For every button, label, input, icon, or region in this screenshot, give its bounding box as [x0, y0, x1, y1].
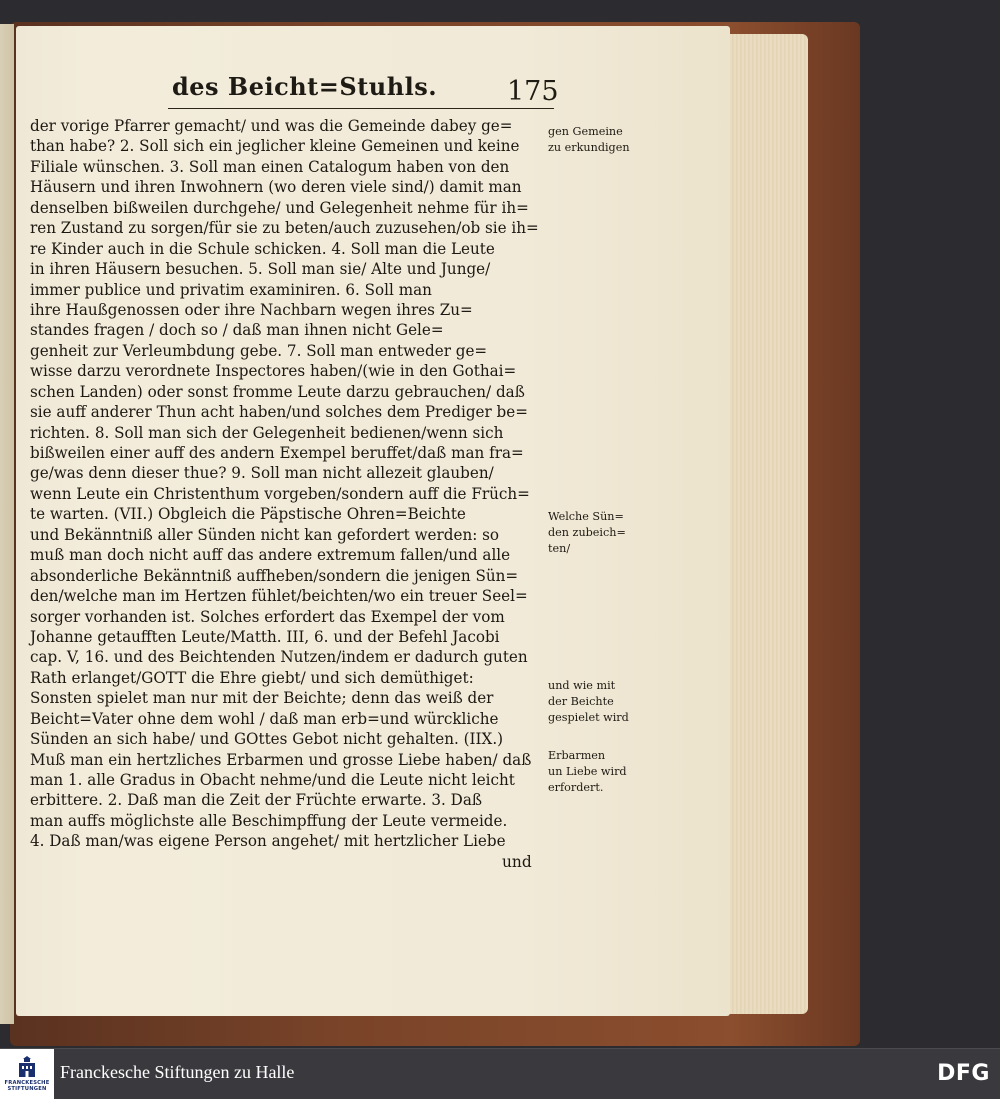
text-line: Häusern und ihren Inwohnern (wo deren viele sind/) damit man — [30, 178, 522, 197]
dfg-logo[interactable]: DFG — [937, 1061, 990, 1086]
text-line: ihre Haußgenossen oder ihre Nachbarn wegen ihres Zu= — [30, 300, 473, 319]
text-line: than habe? 2. Soll sich ein jeglicher kleine Gemeinen und keine — [30, 137, 520, 156]
institution-name[interactable]: Franckesche Stiftungen zu Halle — [60, 1062, 295, 1082]
text-line: der vorige Pfarrer gemacht/ und was die Gemeinde dabey ge= — [30, 117, 513, 135]
text-line: Johanne getaufften Leute/Matth. III, 6. und der Befehl Jacobi — [30, 627, 500, 646]
marginal-note: gen Gemeine zu erkundigen — [548, 125, 630, 154]
body-text — [30, 116, 560, 872]
page-number: 175 — [507, 76, 559, 107]
text-line: schen Landen) oder sonst fromme Leute darzu gebrauchen/ daß — [30, 382, 525, 401]
catchword: und — [502, 852, 532, 871]
running-head: des Beicht=Stuhls. — [172, 72, 438, 101]
text-line: ren Zustand zu sorgen/für sie zu beten/auch zuzusehen/ob sie ih= — [30, 219, 539, 238]
text-line: man 1. alle Gradus in Obacht nehme/und die Leute nicht leicht — [30, 771, 515, 789]
text-line: 4. Daß man/was eigene Person angehet/ mit hertzlicher Liebe — [30, 832, 506, 851]
text-line: standes fragen / doch so / daß man ihnen nicht Gele= — [30, 321, 444, 340]
text-line: Muß man ein hertzliches Erbarmen und grosse Liebe haben/ daß — [30, 750, 532, 769]
marginal-note: Erbarmen un Liebe wird erfordert. — [548, 749, 627, 794]
text-line: absonderliche Bekänntniß auffheben/sondern die jenigen Sün= — [30, 566, 519, 585]
text-line: genheit zur Verleumbdung gebe. 7. Soll man entweder ge= — [30, 341, 488, 360]
text-line: ge/was denn dieser thue? 9. Soll man nicht allezeit glauben/ — [30, 464, 494, 483]
text-line: in ihren Häusern besuchen. 5. Soll man sie/ Alte und Junge/ — [30, 260, 491, 279]
facing-page-edge — [0, 24, 14, 1024]
text-line: sie auff anderer Thun acht haben/und solches dem Prediger be= — [30, 403, 528, 422]
text-line: wisse darzu verordnete Inspectores haben/(wie in den Gothai= — [30, 362, 517, 381]
text-line: Rath erlanget/GOTT die Ehre giebt/ und sich demüthiget: — [30, 668, 474, 687]
marginal-note: und wie mit der Beichte gespielet wird — [548, 679, 629, 724]
header-rule — [168, 108, 554, 109]
text-line: cap. V, 16. und des Beichtenden Nutzen/indem er dadurch guten — [30, 648, 528, 667]
text-line: re Kinder auch in die Schule schicken. 4. Soll man die Leute — [30, 239, 495, 258]
text-line: den/welche man im Hertzen fühlet/beichten/wo ein treuer Seel= — [30, 587, 528, 606]
text-line: und Bekänntniß aller Sünden nicht kan gefordert werden: so — [30, 525, 500, 544]
text-line: man auffs möglichste alle Beschimpffung der Leute vermeide. — [30, 811, 508, 830]
text-line: richten. 8. Soll man sich der Gelegenheit bedienen/wenn sich — [30, 423, 504, 442]
text-line: te warten. (VII.) Obgleich die Päpstische Ohren=Beichte — [30, 505, 466, 524]
institution-logo[interactable] — [0, 1049, 54, 1099]
text-line: wenn Leute ein Christenthum vorgeben/sondern auff die Früch= — [30, 484, 530, 503]
text-line: sorger vorhanden ist. Solches erfordert das Exempel der vom — [30, 607, 505, 626]
logo-wordmark: FRANCKESCHE STIFTUNGEN — [4, 1080, 50, 1092]
text-line: erbittere. 2. Daß man die Zeit der Früchte erwarte. 3. Daß — [30, 791, 483, 810]
text-line: immer publice und privatim examiniren. 6. Soll man — [30, 280, 432, 299]
orphanage-building-icon — [16, 1056, 38, 1080]
text-line: denselben bißweilen durchgehe/ und Gelegenheit nehme für ih= — [30, 198, 529, 217]
text-line: Sünden an sich habe/ und GOttes Gebot nicht gehalten. (IIX.) — [30, 730, 504, 749]
text-line: Filiale wünschen. 3. Soll man einen Catalogum haben von den — [30, 157, 510, 176]
viewer-footer — [0, 1048, 1000, 1099]
page-stack-edge — [722, 34, 808, 1014]
text-line: muß man doch nicht auff das andere extremum fallen/und alle — [30, 546, 511, 565]
marginal-note: Welche Sün= den zubeich= ten/ — [548, 510, 626, 555]
text-line: Beicht=Vater ohne dem wohl / daß man erb=und würckliche — [30, 709, 499, 728]
text-line: Sonsten spielet man nur mit der Beichte; denn das weiß der — [30, 689, 494, 708]
text-line: bißweilen einer auff des andern Exempel beruffet/daß man fra= — [30, 444, 524, 462]
